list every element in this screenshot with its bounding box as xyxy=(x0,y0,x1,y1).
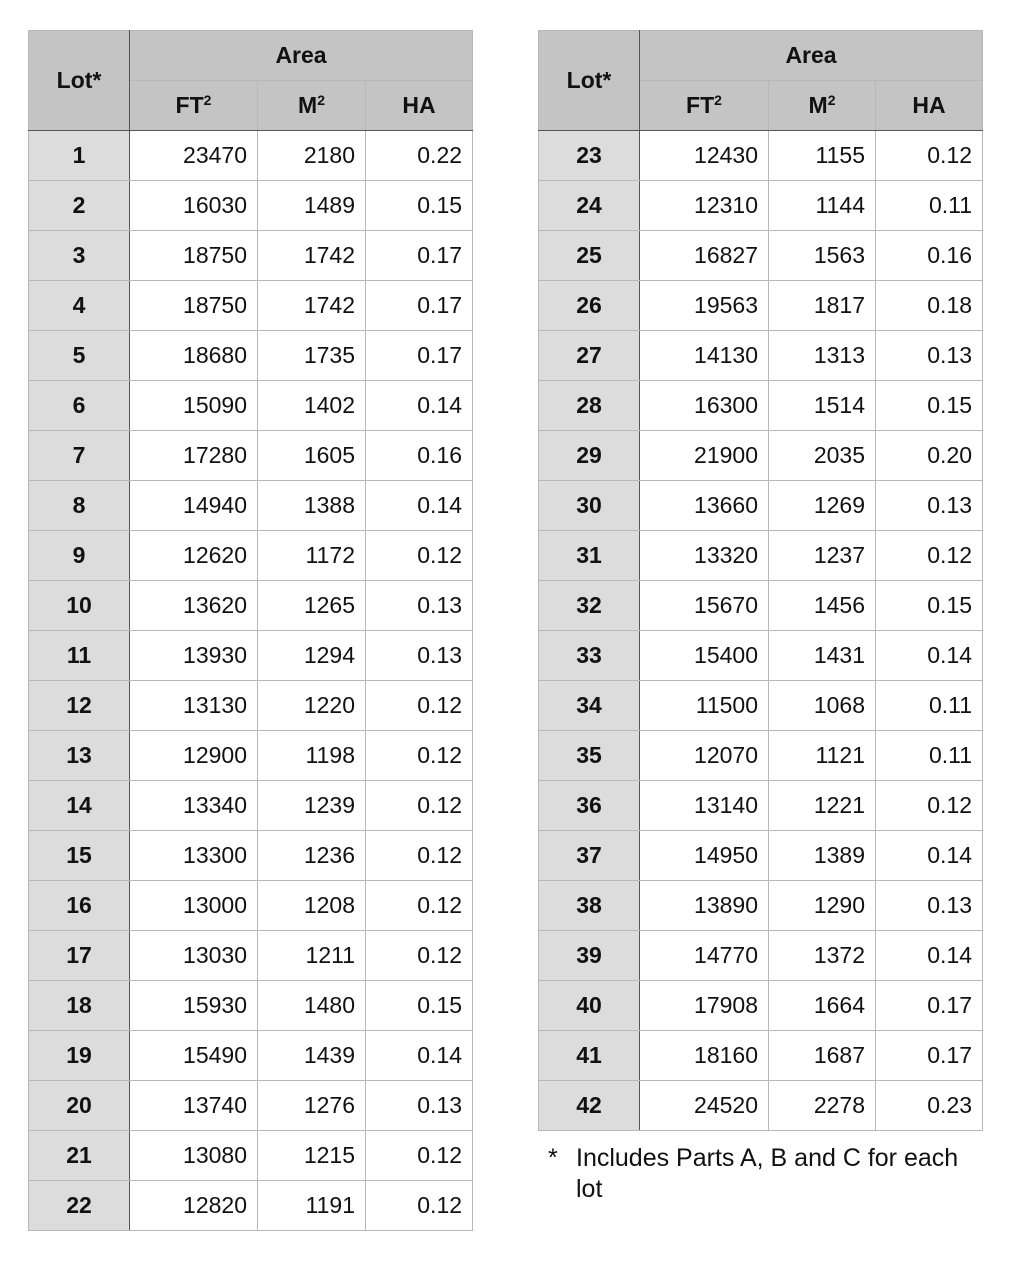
ft2-cell: 13620 xyxy=(130,581,258,631)
table-row xyxy=(539,631,983,681)
lot-cell: 23 xyxy=(539,131,640,181)
ha-cell: 0.17 xyxy=(366,331,473,381)
ha-cell: 0.15 xyxy=(366,181,473,231)
table-row xyxy=(29,731,473,781)
table-row xyxy=(539,831,983,881)
m2-cell: 1514 xyxy=(769,381,876,431)
m2-cell: 1211 xyxy=(258,931,366,981)
table-row xyxy=(539,731,983,781)
lot-cell: 30 xyxy=(539,481,640,531)
m2-cell: 1220 xyxy=(258,681,366,731)
lot-header: Lot* xyxy=(29,31,130,131)
table-row xyxy=(539,981,983,1031)
table-row xyxy=(29,1031,473,1081)
ft2-cell: 11500 xyxy=(640,681,769,731)
m2-cell: 1431 xyxy=(769,631,876,681)
ft2-cell: 14940 xyxy=(130,481,258,531)
ha-cell: 0.14 xyxy=(876,931,983,981)
ft2-cell: 13030 xyxy=(130,931,258,981)
m2-cell: 1144 xyxy=(769,181,876,231)
ha-header: HA xyxy=(876,81,983,131)
m2-cell: 1817 xyxy=(769,281,876,331)
ha-cell: 0.12 xyxy=(876,131,983,181)
lot-cell: 42 xyxy=(539,1081,640,1131)
lot-cell: 11 xyxy=(29,631,130,681)
ha-cell: 0.17 xyxy=(366,281,473,331)
m2-cell: 1198 xyxy=(258,731,366,781)
table-row xyxy=(29,331,473,381)
lot-cell: 18 xyxy=(29,981,130,1031)
m2-cell: 1068 xyxy=(769,681,876,731)
m2-cell: 2278 xyxy=(769,1081,876,1131)
m2-cell: 2180 xyxy=(258,131,366,181)
table-row xyxy=(29,1131,473,1181)
ha-cell: 0.17 xyxy=(366,231,473,281)
lot-cell: 16 xyxy=(29,881,130,931)
m2-cell: 2035 xyxy=(769,431,876,481)
m2-header: $M^2$ xyxy=(769,81,876,131)
ft2-cell: 15490 xyxy=(130,1031,258,1081)
ha-cell: 0.15 xyxy=(366,981,473,1031)
ha-cell: 0.14 xyxy=(876,631,983,681)
lot-cell: 1 xyxy=(29,131,130,181)
m2-cell: 1121 xyxy=(769,731,876,781)
ha-cell: 0.13 xyxy=(876,481,983,531)
table-row xyxy=(29,831,473,881)
ha-cell: 0.17 xyxy=(876,1031,983,1081)
ft2-cell: 16030 xyxy=(130,181,258,231)
m2-cell: 1215 xyxy=(258,1131,366,1181)
m2-cell: 1294 xyxy=(258,631,366,681)
lot-area-table-right xyxy=(538,30,983,1131)
ha-cell: 0.13 xyxy=(366,581,473,631)
ft2-cell: 18750 xyxy=(130,231,258,281)
ft2-cell: 23470 xyxy=(130,131,258,181)
ft2-cell: 16827 xyxy=(640,231,769,281)
lot-cell: 33 xyxy=(539,631,640,681)
table-row xyxy=(539,781,983,831)
m2-cell: 1389 xyxy=(769,831,876,881)
lot-cell: 20 xyxy=(29,1081,130,1131)
lot-cell: 9 xyxy=(29,531,130,581)
ha-cell: 0.12 xyxy=(366,1131,473,1181)
m2-cell: 1489 xyxy=(258,181,366,231)
m2-cell: 1372 xyxy=(769,931,876,981)
ft2-cell: 14130 xyxy=(640,331,769,381)
table-row xyxy=(29,381,473,431)
ha-cell: 0.12 xyxy=(876,531,983,581)
ha-cell: 0.20 xyxy=(876,431,983,481)
ha-cell: 0.15 xyxy=(876,381,983,431)
ft2-header: $FT^2$ xyxy=(130,81,258,131)
table-row xyxy=(539,1081,983,1131)
lot-cell: 19 xyxy=(29,1031,130,1081)
lot-cell: 32 xyxy=(539,581,640,631)
m2-cell: 1239 xyxy=(258,781,366,831)
ha-cell: 0.12 xyxy=(876,781,983,831)
lot-cell: 25 xyxy=(539,231,640,281)
ft2-cell: 18680 xyxy=(130,331,258,381)
ha-cell: 0.13 xyxy=(876,881,983,931)
m2-cell: 1290 xyxy=(769,881,876,931)
lot-cell: 10 xyxy=(29,581,130,631)
ft2-cell: 18160 xyxy=(640,1031,769,1081)
ft2-cell: 15670 xyxy=(640,581,769,631)
ha-cell: 0.12 xyxy=(366,731,473,781)
footnote-text: Includes Parts A, B and C for each lot xyxy=(576,1144,959,1203)
ft2-cell: 19563 xyxy=(640,281,769,331)
ft2-cell: 12900 xyxy=(130,731,258,781)
table-row xyxy=(29,181,473,231)
ft2-cell: 14950 xyxy=(640,831,769,881)
m2-cell: 1155 xyxy=(769,131,876,181)
ft2-cell: 13740 xyxy=(130,1081,258,1131)
lot-cell: 13 xyxy=(29,731,130,781)
ha-cell: 0.14 xyxy=(366,1031,473,1081)
ha-cell: 0.12 xyxy=(366,781,473,831)
ha-cell: 0.17 xyxy=(876,981,983,1031)
ha-cell: 0.14 xyxy=(366,381,473,431)
m2-cell: 1172 xyxy=(258,531,366,581)
ft2-cell: 13300 xyxy=(130,831,258,881)
lot-cell: 17 xyxy=(29,931,130,981)
ft2-cell: 12430 xyxy=(640,131,769,181)
table-row xyxy=(29,231,473,281)
ha-cell: 0.23 xyxy=(876,1081,983,1131)
ha-cell: 0.11 xyxy=(876,681,983,731)
lot-cell: 35 xyxy=(539,731,640,781)
ft2-cell: 13080 xyxy=(130,1131,258,1181)
m2-cell: 1313 xyxy=(769,331,876,381)
ft2-cell: 13660 xyxy=(640,481,769,531)
footnote xyxy=(548,1143,968,1205)
m2-cell: 1742 xyxy=(258,281,366,331)
ft2-cell: 12820 xyxy=(130,1181,258,1231)
table-row xyxy=(29,531,473,581)
lot-cell: 39 xyxy=(539,931,640,981)
table-row xyxy=(539,131,983,181)
table-row xyxy=(29,681,473,731)
table-row xyxy=(29,931,473,981)
ha-header: HA xyxy=(366,81,473,131)
table-row xyxy=(539,681,983,731)
lot-cell: 3 xyxy=(29,231,130,281)
ha-cell: 0.12 xyxy=(366,531,473,581)
table-row xyxy=(539,381,983,431)
lot-header: Lot* xyxy=(539,31,640,131)
table-row xyxy=(539,931,983,981)
m2-cell: 1605 xyxy=(258,431,366,481)
m2-cell: 1221 xyxy=(769,781,876,831)
ft2-cell: 18750 xyxy=(130,281,258,331)
lot-cell: 4 xyxy=(29,281,130,331)
m2-cell: 1456 xyxy=(769,581,876,631)
ft2-cell: 16300 xyxy=(640,381,769,431)
lot-cell: 6 xyxy=(29,381,130,431)
lot-cell: 5 xyxy=(29,331,130,381)
m2-cell: 1439 xyxy=(258,1031,366,1081)
ha-cell: 0.13 xyxy=(366,631,473,681)
table-row xyxy=(29,631,473,681)
table-row xyxy=(539,181,983,231)
m2-cell: 1402 xyxy=(258,381,366,431)
ha-cell: 0.12 xyxy=(366,881,473,931)
lot-cell: 38 xyxy=(539,881,640,931)
table-row xyxy=(29,481,473,531)
lot-cell: 27 xyxy=(539,331,640,381)
table-row xyxy=(539,281,983,331)
m2-cell: 1480 xyxy=(258,981,366,1031)
lot-cell: 31 xyxy=(539,531,640,581)
ft2-cell: 15930 xyxy=(130,981,258,1031)
lot-cell: 8 xyxy=(29,481,130,531)
ft2-header: $FT^2$ xyxy=(640,81,769,131)
ha-cell: 0.16 xyxy=(876,231,983,281)
table-row xyxy=(29,881,473,931)
m2-cell: 1237 xyxy=(769,531,876,581)
table-row xyxy=(539,581,983,631)
ha-cell: 0.12 xyxy=(366,831,473,881)
footnote-marker: * xyxy=(548,1144,558,1172)
lot-area-table-left xyxy=(28,30,473,1231)
area-header: Area xyxy=(130,31,473,81)
m2-cell: 1563 xyxy=(769,231,876,281)
ha-cell: 0.13 xyxy=(876,331,983,381)
lot-cell: 28 xyxy=(539,381,640,431)
ft2-cell: 12620 xyxy=(130,531,258,581)
lot-cell: 14 xyxy=(29,781,130,831)
table-row xyxy=(29,431,473,481)
lot-cell: 37 xyxy=(539,831,640,881)
ha-cell: 0.11 xyxy=(876,731,983,781)
ft2-cell: 13890 xyxy=(640,881,769,931)
ft2-cell: 15090 xyxy=(130,381,258,431)
ft2-cell: 13320 xyxy=(640,531,769,581)
ft2-cell: 17908 xyxy=(640,981,769,1031)
table-row xyxy=(539,881,983,931)
ft2-cell: 21900 xyxy=(640,431,769,481)
ha-cell: 0.22 xyxy=(366,131,473,181)
table-row xyxy=(29,581,473,631)
ha-cell: 0.13 xyxy=(366,1081,473,1131)
ft2-cell: 13130 xyxy=(130,681,258,731)
table-row xyxy=(539,431,983,481)
m2-cell: 1269 xyxy=(769,481,876,531)
ft2-cell: 12310 xyxy=(640,181,769,231)
m2-cell: 1687 xyxy=(769,1031,876,1081)
table-row xyxy=(29,1181,473,1231)
lot-cell: 2 xyxy=(29,181,130,231)
ft2-cell: 12070 xyxy=(640,731,769,781)
ft2-cell: 14770 xyxy=(640,931,769,981)
table-row xyxy=(29,781,473,831)
lot-cell: 15 xyxy=(29,831,130,881)
ha-cell: 0.12 xyxy=(366,1181,473,1231)
lot-cell: 12 xyxy=(29,681,130,731)
ft2-cell: 15400 xyxy=(640,631,769,681)
table-row xyxy=(29,981,473,1031)
lot-cell: 41 xyxy=(539,1031,640,1081)
m2-cell: 1664 xyxy=(769,981,876,1031)
ft2-cell: 13000 xyxy=(130,881,258,931)
lot-cell: 22 xyxy=(29,1181,130,1231)
table-row xyxy=(539,1031,983,1081)
lot-cell: 7 xyxy=(29,431,130,481)
ft2-cell: 24520 xyxy=(640,1081,769,1131)
ft2-cell: 17280 xyxy=(130,431,258,481)
m2-cell: 1742 xyxy=(258,231,366,281)
m2-header: $M^2$ xyxy=(258,81,366,131)
table-row xyxy=(539,481,983,531)
ha-cell: 0.18 xyxy=(876,281,983,331)
lot-cell: 24 xyxy=(539,181,640,231)
table-row xyxy=(29,281,473,331)
ha-cell: 0.11 xyxy=(876,181,983,231)
lot-cell: 40 xyxy=(539,981,640,1031)
m2-cell: 1236 xyxy=(258,831,366,881)
table-row xyxy=(539,531,983,581)
m2-cell: 1208 xyxy=(258,881,366,931)
table-row xyxy=(29,1081,473,1131)
table-row xyxy=(539,331,983,381)
ha-cell: 0.16 xyxy=(366,431,473,481)
ft2-cell: 13930 xyxy=(130,631,258,681)
lot-cell: 26 xyxy=(539,281,640,331)
m2-cell: 1265 xyxy=(258,581,366,631)
area-header: Area xyxy=(640,31,983,81)
table-row xyxy=(29,131,473,181)
ha-cell: 0.14 xyxy=(366,481,473,531)
ft2-cell: 13340 xyxy=(130,781,258,831)
m2-cell: 1276 xyxy=(258,1081,366,1131)
m2-cell: 1735 xyxy=(258,331,366,381)
ha-cell: 0.14 xyxy=(876,831,983,881)
ha-cell: 0.15 xyxy=(876,581,983,631)
m2-cell: 1388 xyxy=(258,481,366,531)
lot-cell: 36 xyxy=(539,781,640,831)
m2-cell: 1191 xyxy=(258,1181,366,1231)
lot-cell: 34 xyxy=(539,681,640,731)
lot-cell: 29 xyxy=(539,431,640,481)
ft2-cell: 13140 xyxy=(640,781,769,831)
table-row xyxy=(539,231,983,281)
ha-cell: 0.12 xyxy=(366,681,473,731)
ha-cell: 0.12 xyxy=(366,931,473,981)
lot-cell: 21 xyxy=(29,1131,130,1181)
